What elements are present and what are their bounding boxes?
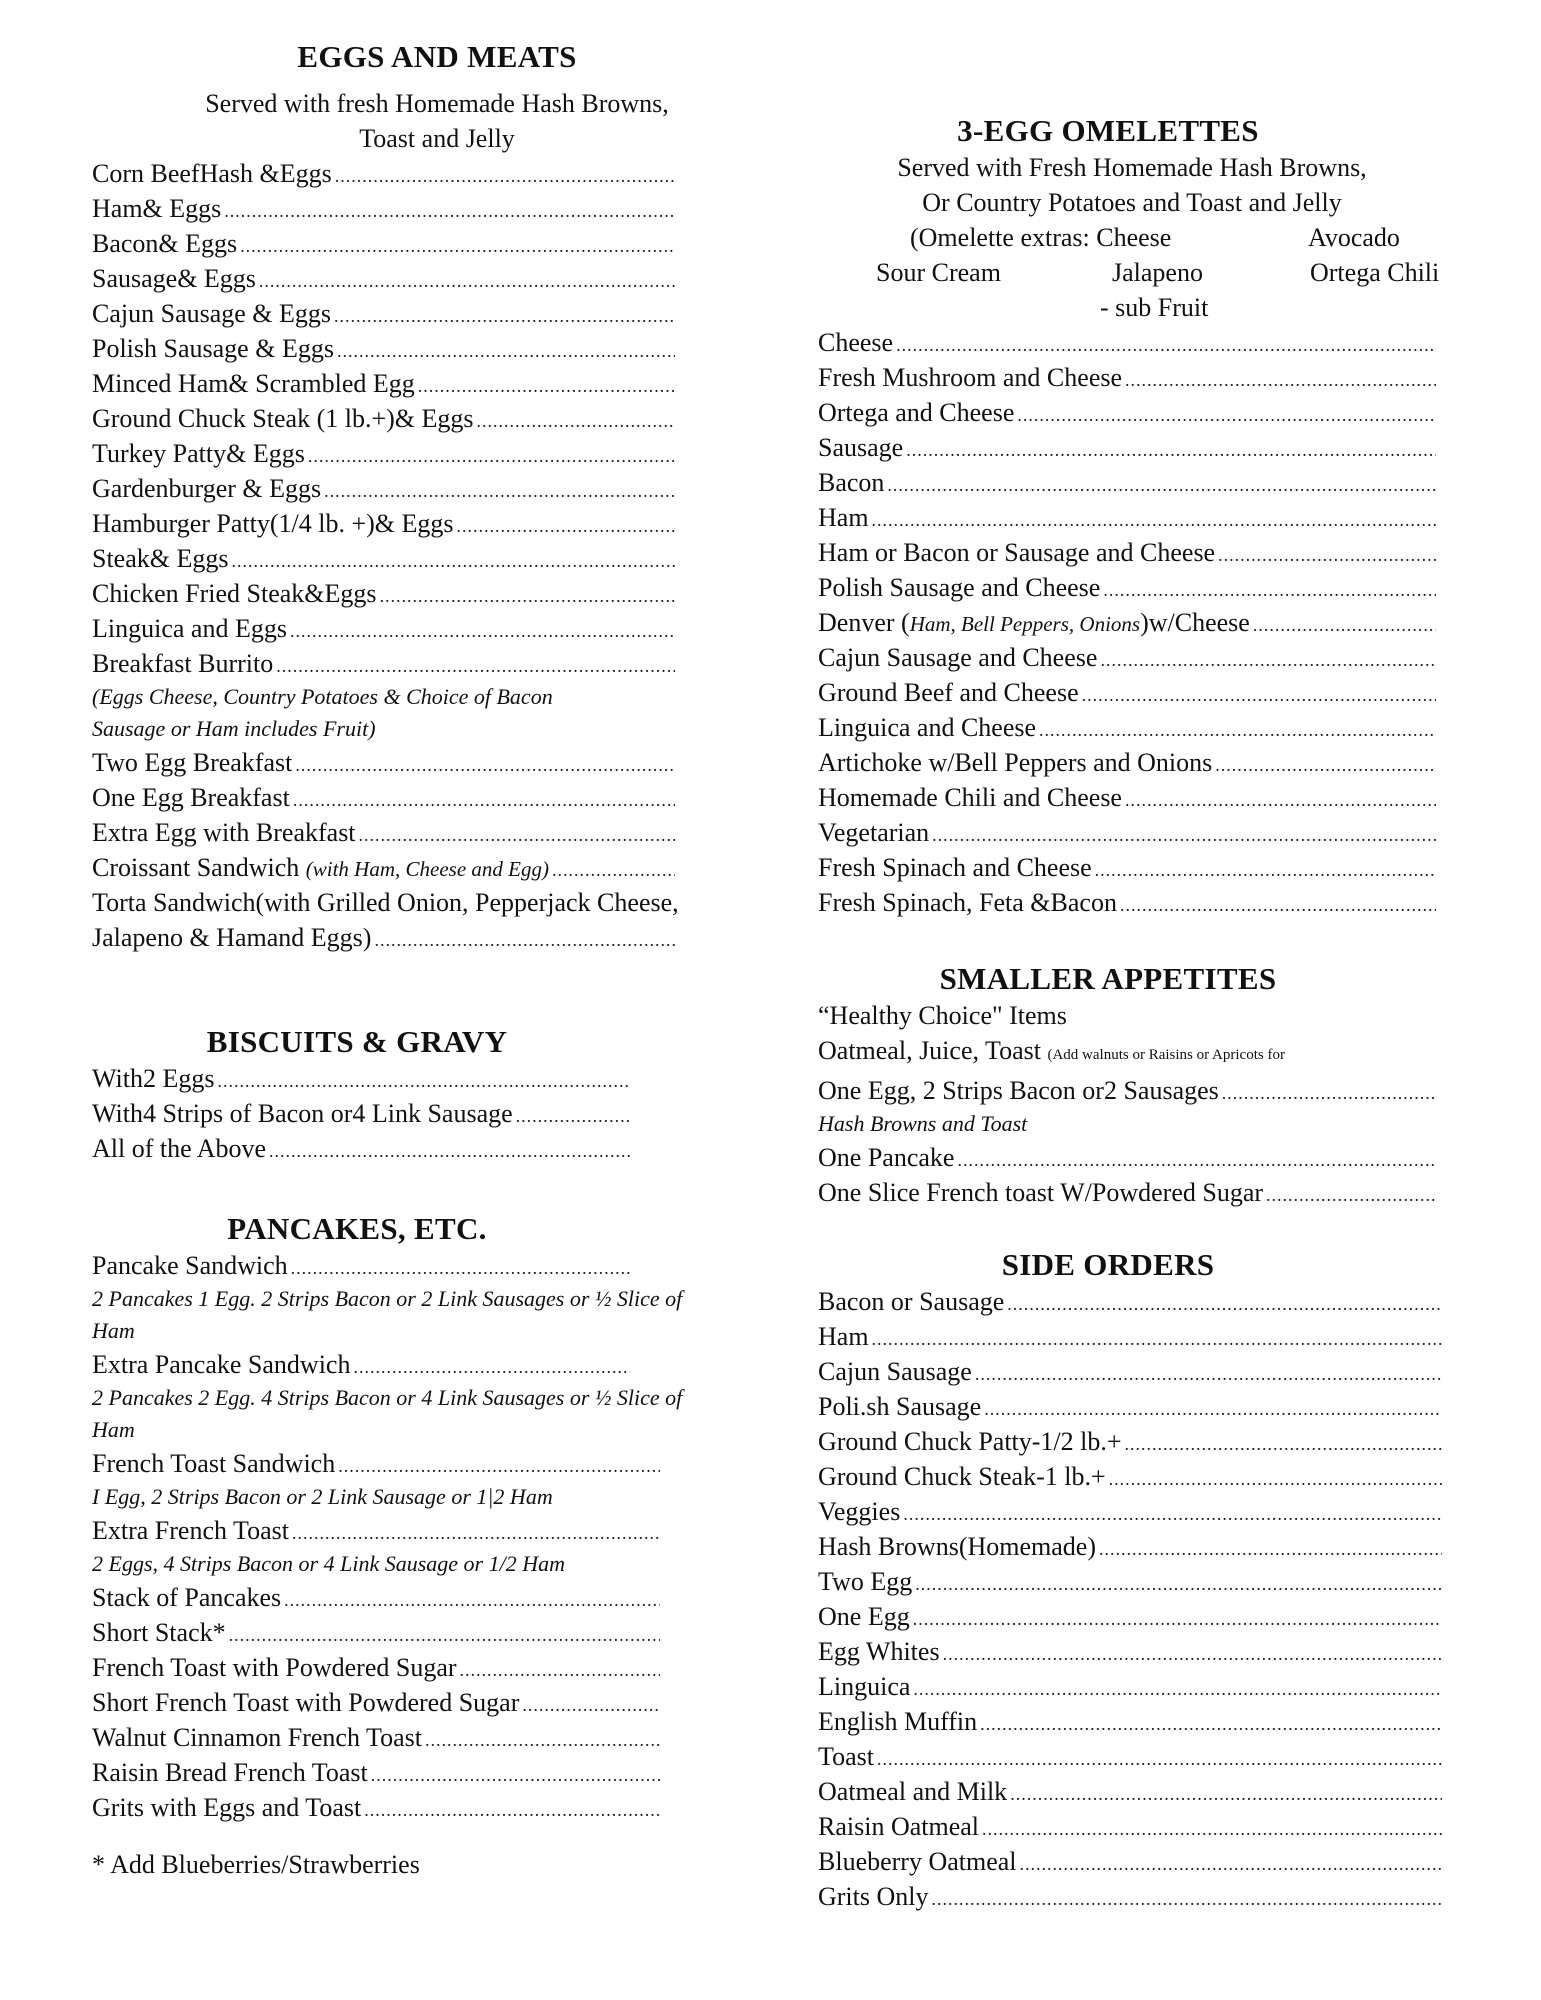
- menu-item: Grits with Eggs and Toast .....: [92, 1790, 660, 1825]
- extras-sub-fruit: - sub Fruit: [1100, 293, 1209, 322]
- omelettes-section: [818, 112, 1446, 920]
- menu-item: Extra French Toast .....: [92, 1513, 660, 1548]
- omelettes-heading: 3-EGG OMELETTES: [957, 113, 1259, 148]
- denver-note: Ham, Bell Peppers, Onions: [909, 612, 1141, 636]
- extra-pancake-note-line1: 2 Pancakes 2 Egg. 4 Strips Bacon or 4 Link Sausages or ½ Slice of: [92, 1385, 683, 1410]
- omelettes-intro-line1: Served with Fresh Homemade Hash Browns,: [897, 153, 1367, 182]
- menu-item: Two Egg .....: [818, 1564, 1442, 1599]
- menu-item: Poli.sh Sausage .....: [818, 1389, 1442, 1424]
- menu-item: Fresh Spinach, Feta &Bacon .....: [818, 885, 1436, 920]
- menu-item: Veggies .....: [818, 1494, 1442, 1529]
- menu-item: Homemade Chili and Cheese .....: [818, 780, 1436, 815]
- menu-item: Hash Browns(Homemade) .....: [818, 1529, 1442, 1564]
- menu-item: Vegetarian .....: [818, 815, 1436, 850]
- eggs-meats-section: [92, 38, 782, 955]
- menu-item: Sausage& Eggs .....: [92, 261, 675, 296]
- menu-item: One Slice French toast W/Powdered Sugar .....: [818, 1175, 1436, 1210]
- french-toast-sandwich-note: I Egg, 2 Strips Bacon or 2 Link Sausage or 1|2 Ham: [92, 1484, 553, 1509]
- menu-item: Steak& Eggs .....: [92, 541, 675, 576]
- menu-item: Grits Only .....: [818, 1879, 1442, 1914]
- menu-item: Oatmeal and Milk .....: [818, 1774, 1442, 1809]
- menu-item: One Egg .....: [818, 1599, 1442, 1634]
- eggs-meats-intro-line2: Toast and Jelly: [359, 124, 515, 153]
- pancake-sandwich-note-line2: Ham: [92, 1318, 135, 1343]
- menu-item: Toast .....: [818, 1739, 1442, 1774]
- menu-item: Linguica .....: [818, 1669, 1442, 1704]
- eggs-meats-intro-line1: Served with fresh Homemade Hash Browns,: [205, 89, 669, 118]
- eggs-meats-list-2: [92, 745, 675, 885]
- hash-browns-note: Hash Browns and Toast: [818, 1111, 1028, 1136]
- menu-item: One Egg Breakfast .....: [92, 780, 675, 815]
- biscuits-section: [92, 1023, 782, 1166]
- menu-item: Jalapeno & Hamand Eggs) .....: [92, 920, 675, 955]
- extras-sour-cream: Sour Cream: [876, 258, 1001, 287]
- side-orders-heading: SIDE ORDERS: [1001, 1247, 1215, 1282]
- extra-pancake-note-line2: Ham: [92, 1417, 135, 1442]
- extras-ortega: Ortega Chili: [1310, 258, 1440, 287]
- pancakes-section: [92, 1210, 782, 1882]
- smaller-appetites-section: [818, 960, 1446, 1210]
- menu-item: Blueberry Oatmeal .....: [818, 1844, 1442, 1879]
- pancakes-list-5: [92, 1580, 660, 1825]
- menu-item: Cajun Sausage .....: [818, 1354, 1442, 1389]
- omelettes-list: [818, 325, 1436, 920]
- menu-item: Ground Chuck Patty-1/2 lb.+ .....: [818, 1424, 1442, 1459]
- pancakes-list-2: [92, 1347, 630, 1382]
- extras-label: (Omelette extras: Cheese: [910, 223, 1172, 252]
- healthy-choice-line: “Healthy Choice" Items: [818, 1001, 1067, 1030]
- menu-item: Egg Whites .....: [818, 1634, 1442, 1669]
- menu-item: Pancake Sandwich .....: [92, 1248, 630, 1283]
- menu-item: Sausage .....: [818, 430, 1436, 465]
- menu-item: With2 Eggs .....: [92, 1061, 630, 1096]
- smaller-list-1: [818, 1073, 1436, 1108]
- menu-item: Raisin Bread French Toast .....: [92, 1755, 660, 1790]
- menu-item: Ham& Eggs .....: [92, 191, 675, 226]
- menu-item: Ground Chuck Steak-1 lb.+ .....: [818, 1459, 1442, 1494]
- menu-item: Cheese .....: [818, 325, 1436, 360]
- menu-item: Bacon& Eggs .....: [92, 226, 675, 261]
- menu-item: Turkey Patty& Eggs .....: [92, 436, 675, 471]
- menu-item: French Toast Sandwich .....: [92, 1446, 660, 1481]
- menu-item: Corn BeefHash &Eggs .....: [92, 156, 675, 191]
- biscuits-list: [92, 1061, 630, 1166]
- omelettes-intro-line2: Or Country Potatoes and Toast and Jelly: [922, 188, 1342, 217]
- pancakes-heading: PANCAKES, ETC.: [227, 1211, 487, 1246]
- oatmeal-line: Oatmeal, Juice, Toast (Add walnuts or Raisins or Apricots for: [818, 1036, 1285, 1065]
- menu-item: Polish Sausage and Cheese .....: [818, 570, 1436, 605]
- torta-line1: Torta Sandwich(with Grilled Onion, Pepperjack Cheese,: [92, 888, 679, 917]
- biscuits-heading: BISCUITS & GRAVY: [206, 1024, 508, 1059]
- menu-item: Short French Toast with Powdered Sugar .....: [92, 1685, 660, 1720]
- menu-item: Ground Beef and Cheese .....: [818, 675, 1436, 710]
- menu-item: One Egg, 2 Strips Bacon or2 Sausages .....: [818, 1073, 1436, 1108]
- menu-item: Cajun Sausage and Cheese .....: [818, 640, 1436, 675]
- smaller-list-2: [818, 1140, 1436, 1210]
- menu-item: Cajun Sausage & Eggs .....: [92, 296, 675, 331]
- extras-jalapeno: Jalapeno: [1112, 258, 1203, 287]
- menu-item: Gardenburger & Eggs .....: [92, 471, 675, 506]
- menu-item: Minced Ham& Scrambled Egg .....: [92, 366, 675, 401]
- menu-item: Ham .....: [818, 500, 1436, 535]
- burrito-note-line1: (Eggs Cheese, Country Potatoes & Choice of Bacon: [92, 684, 553, 709]
- menu-item: Ground Chuck Steak (1 lb.+)& Eggs .....: [92, 401, 675, 436]
- pancakes-footnote: * Add Blueberries/Strawberries: [92, 1850, 420, 1879]
- oatmeal-note: (Add walnuts or Raisins or Apricots for: [1047, 1047, 1285, 1063]
- menu-item: Linguica and Cheese .....: [818, 710, 1436, 745]
- menu-item: Walnut Cinnamon French Toast .....: [92, 1720, 660, 1755]
- menu-item: Stack of Pancakes .....: [92, 1580, 660, 1615]
- eggs-meats-list: [92, 156, 675, 681]
- menu-item: Two Egg Breakfast .....: [92, 745, 675, 780]
- croissant-note: (with Ham, Cheese and Egg): [305, 857, 549, 881]
- menu-item: Polish Sausage & Eggs .....: [92, 331, 675, 366]
- pancakes-list-3: [92, 1446, 660, 1481]
- menu-item: Ham .....: [818, 1319, 1442, 1354]
- menu-item: Artichoke w/Bell Peppers and Onions .....: [818, 745, 1436, 780]
- menu-item: Hamburger Patty(1/4 lb. +)& Eggs .....: [92, 506, 675, 541]
- menu-item: Extra Pancake Sandwich .....: [92, 1347, 630, 1382]
- menu-item: All of the Above .....: [92, 1131, 630, 1166]
- menu-item: With4 Strips of Bacon or4 Link Sausage .....: [92, 1096, 630, 1131]
- menu-item: Ham or Bacon or Sausage and Cheese .....: [818, 535, 1436, 570]
- menu-item: Bacon or Sausage .....: [818, 1284, 1442, 1319]
- side-orders-list: [818, 1284, 1442, 1914]
- menu-item: Croissant Sandwich (with Ham, Cheese and Egg) .....: [92, 850, 675, 885]
- menu-item: One Pancake .....: [818, 1140, 1436, 1175]
- pancake-sandwich-note-line1: 2 Pancakes 1 Egg. 2 Strips Bacon or 2 Link Sausages or ½ Slice of: [92, 1286, 683, 1311]
- menu-item: Extra Egg with Breakfast .....: [92, 815, 675, 850]
- extras-avocado: Avocado: [1308, 223, 1400, 252]
- menu-item: English Muffin .....: [818, 1704, 1442, 1739]
- side-orders-section: [818, 1246, 1446, 1914]
- omelette-extras: [818, 220, 1446, 325]
- menu-item: Bacon .....: [818, 465, 1436, 500]
- menu-item: Chicken Fried Steak&Eggs .....: [92, 576, 675, 611]
- menu-item: Short Stack* .....: [92, 1615, 660, 1650]
- smaller-appetites-heading: SMALLER APPETITES: [939, 961, 1277, 996]
- extra-french-toast-note: 2 Eggs, 4 Strips Bacon or 4 Link Sausage or 1/2 Ham: [92, 1551, 565, 1576]
- torta-list: [92, 920, 675, 955]
- burrito-note-line2: Sausage or Ham includes Fruit): [92, 716, 376, 741]
- menu-item: Breakfast Burrito .....: [92, 646, 675, 681]
- menu-item: Ortega and Cheese .....: [818, 395, 1436, 430]
- pancakes-list-4: [92, 1513, 660, 1548]
- eggs-meats-heading: EGGS AND MEATS: [297, 39, 577, 74]
- pancakes-list-1: [92, 1248, 630, 1283]
- menu-item: Fresh Spinach and Cheese .....: [818, 850, 1436, 885]
- menu-item: Denver (Ham, Bell Peppers, Onions)w/Cheese .....: [818, 605, 1436, 640]
- menu-item: Raisin Oatmeal .....: [818, 1809, 1442, 1844]
- menu-item: French Toast with Powdered Sugar .....: [92, 1650, 660, 1685]
- menu-item: Linguica and Eggs .....: [92, 611, 675, 646]
- menu-item: Fresh Mushroom and Cheese .....: [818, 360, 1436, 395]
